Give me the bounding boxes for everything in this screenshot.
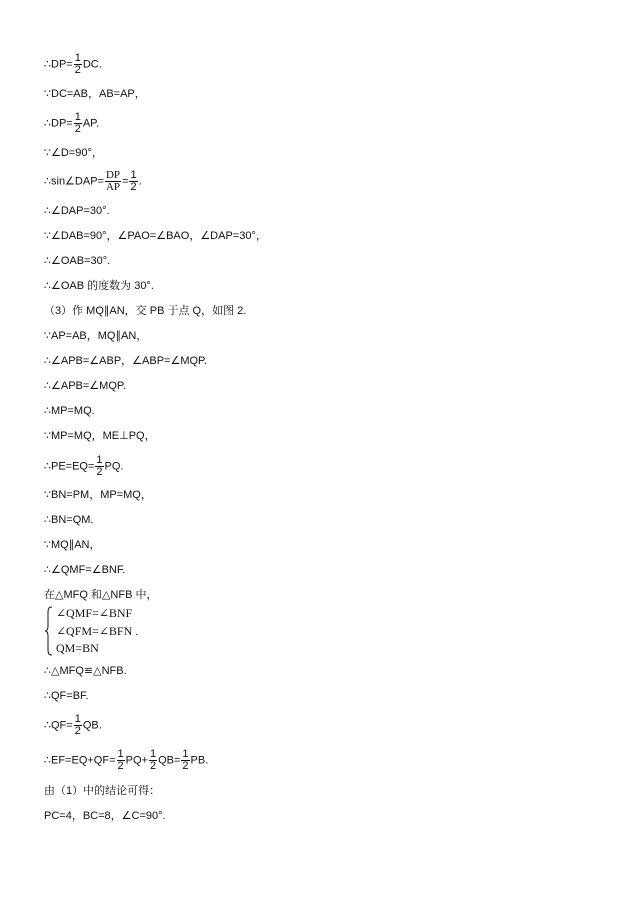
system-line-1: ∠QMF=∠BNF <box>56 606 133 620</box>
line-9: ∴∠OAB 的度数为 30°. <box>44 280 154 292</box>
line-ef: ∴EF=EQ+QF= $\frac{1}{2}$ PQ+ $\frac{1}{2}$ QB= $\frac{1}{2}$ PB. <box>44 748 209 772</box>
line-11: ∵AP=AB，MQ∥AN， <box>44 330 148 342</box>
line-15: ∵MP=MQ，ME⊥PQ， <box>44 430 156 442</box>
line-23: ∴QF=BF. <box>44 690 89 702</box>
left-brace <box>44 606 54 656</box>
line-6: ∴∠DAP=30°. <box>44 205 110 217</box>
fraction: $\frac{1}{2}$ <box>130 169 137 193</box>
line-10: （3）作 MQ∥AN，交 PB 于点 Q，如图 2. <box>44 305 247 317</box>
line-19: ∵MQ∥AN， <box>44 539 101 551</box>
fraction: $\frac{1}{2}$ <box>149 748 157 772</box>
fraction: $\frac{DP}{AP}$ <box>105 169 121 193</box>
line-3: ∴DP= $\frac{1}{2}$ AP. <box>44 111 100 135</box>
line-5: ∴sin∠DAP= $\frac{DP}{AP}$ = $\frac{1}{2}$ . <box>44 169 142 193</box>
fraction: $\frac{1}{2}$ <box>74 713 81 737</box>
system-line-2: ∠QFM=∠BFN . <box>56 623 139 638</box>
system-line-3: QM=BN <box>56 641 99 655</box>
fraction: $\frac{1}{2}$ <box>74 111 81 135</box>
line-16: ∴PE=EQ= $\frac{1}{2}$ PQ. <box>44 454 124 478</box>
line-21: 在△MFQ 和△NFB 中， <box>44 589 158 601</box>
line-7: ∵∠DAB=90°，∠PAO=∠BAO，∠DAP=30°， <box>44 230 267 242</box>
line-24: ∴QF= $\frac{1}{2}$ QB. <box>44 713 102 737</box>
line-4: ∵∠D=90°， <box>44 147 103 159</box>
line-2: ∵DC=AB，AB=AP， <box>44 88 146 100</box>
fraction: $\frac{1}{2}$ <box>182 748 189 772</box>
line-18: ∴BN=QM. <box>44 514 94 526</box>
fraction: $\frac{1}{2}$ <box>117 748 124 772</box>
line-20: ∴∠QMF=∠BNF. <box>44 564 126 576</box>
line-14: ∴MP=MQ. <box>44 405 95 417</box>
line-26: PC=4，BC=8，∠C=90°. <box>44 810 166 822</box>
fraction: $\frac{1}{2}$ <box>96 454 103 478</box>
equation-system <box>44 606 138 656</box>
line-25: 由（1）中的结论可得： <box>44 785 161 797</box>
line-17: ∵BN=PM，MP=MQ， <box>44 489 152 501</box>
line-8: ∴∠OAB=30°. <box>44 255 111 267</box>
line-1: ∴DP= $\frac{1}{2}$ DC. <box>44 52 102 76</box>
line-12: ∴∠APB=∠ABP，∠ABP=∠MQP. <box>44 355 208 367</box>
fraction: $\frac{1}{2}$ <box>74 52 81 76</box>
line-22: ∴△MFQ≌△NFB. <box>44 665 127 677</box>
line-13: ∴∠APB=∠MQP. <box>44 380 126 392</box>
